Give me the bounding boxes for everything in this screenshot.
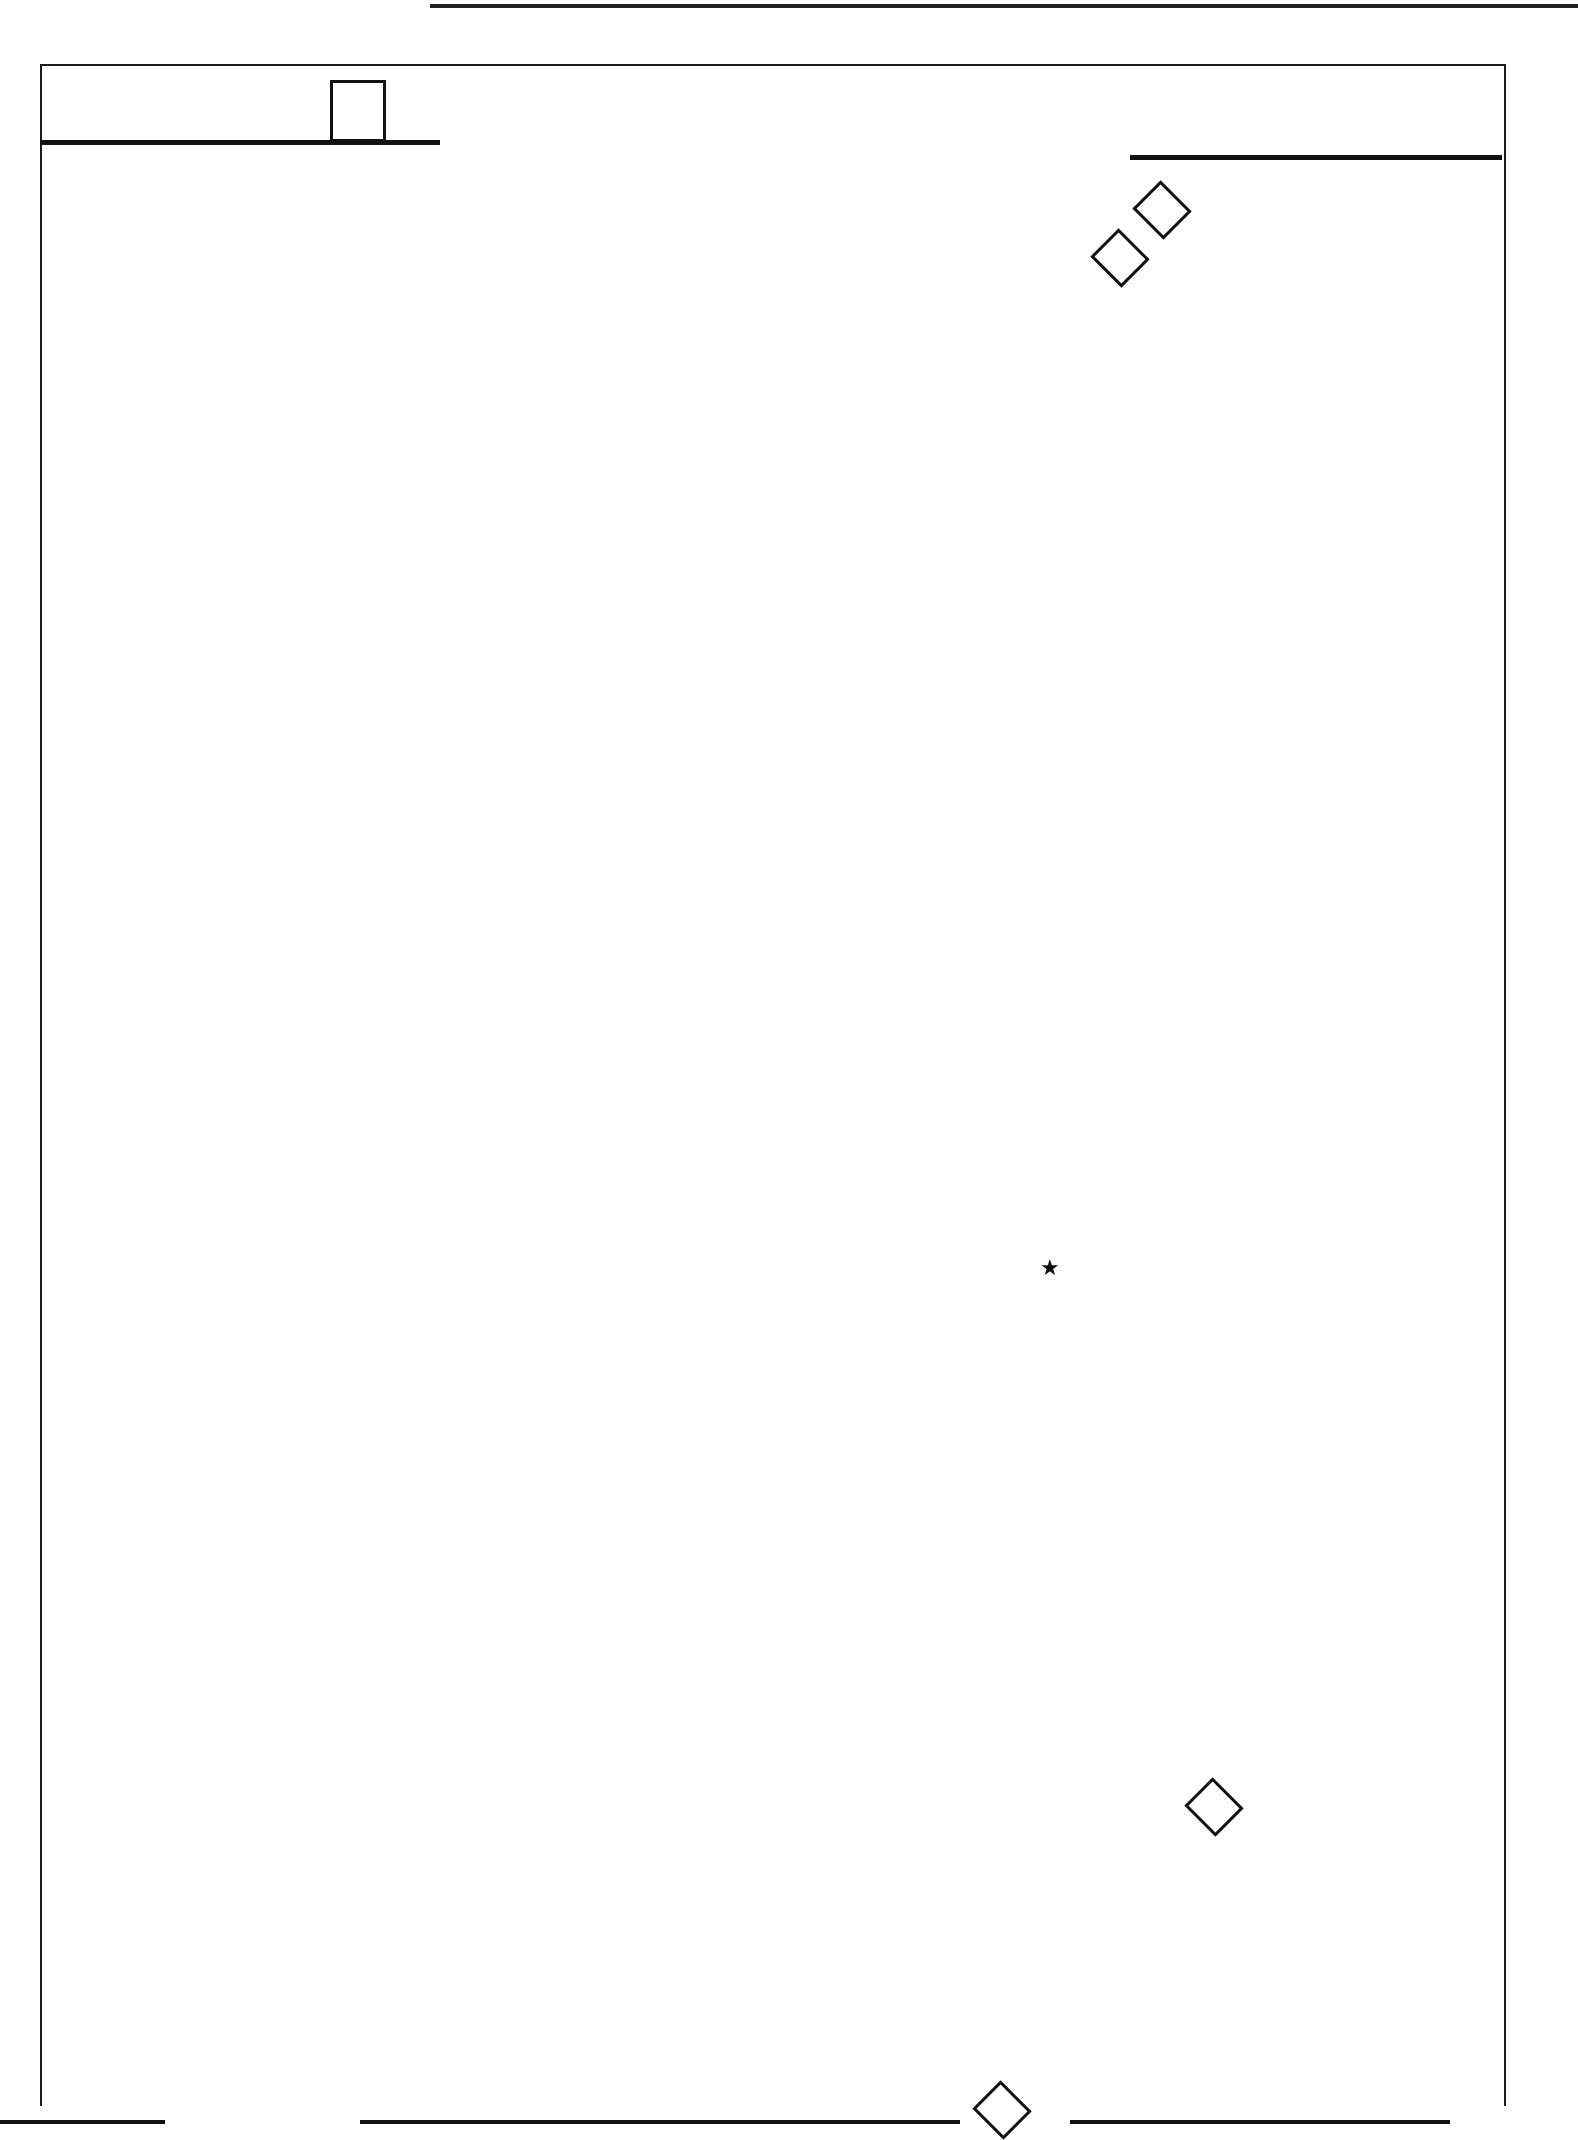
bottom-rule-left bbox=[0, 2120, 165, 2124]
bottom-rule-right bbox=[1070, 2120, 1450, 2124]
star-icon: ★ bbox=[1040, 1255, 1060, 1280]
bottom-rule-mid bbox=[360, 2120, 960, 2124]
inc-legend bbox=[1040, 1255, 1068, 1281]
